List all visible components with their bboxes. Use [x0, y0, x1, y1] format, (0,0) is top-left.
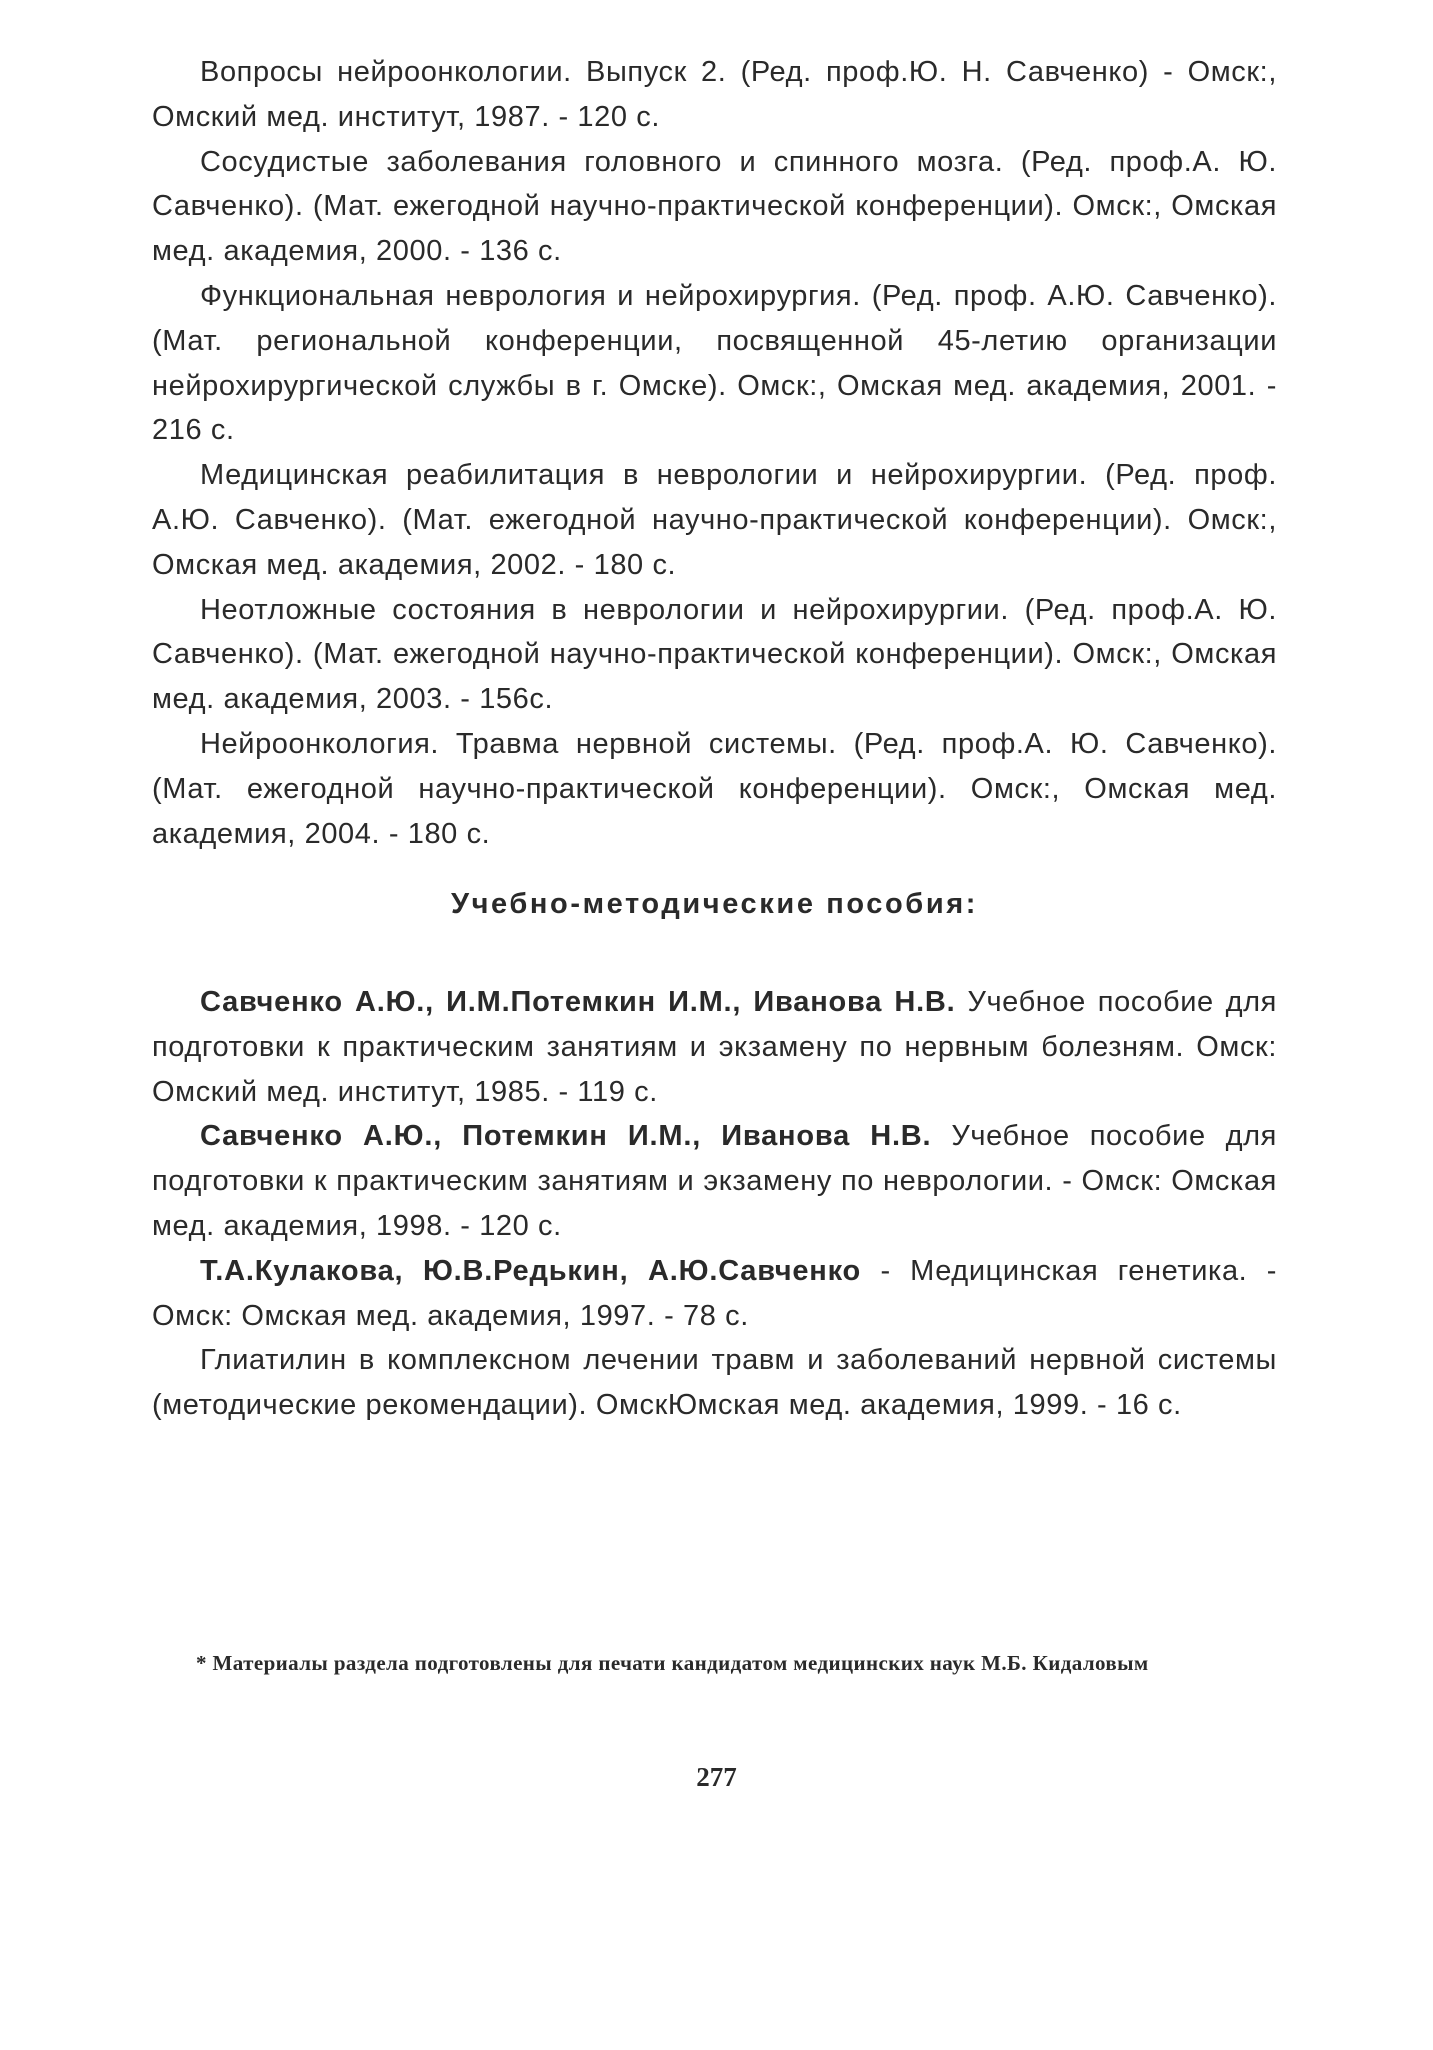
manuals-list — [152, 980, 1277, 1428]
manual-description: Учебное пособие для подготовки к практическим занятиям и экзамену по неврологии. - Омск: Омская мед. академия, 1998. - 120 с. — [152, 1120, 1277, 1242]
manual-authors: Савченко А.Ю., Потемкин И.М., Иванова Н.В. — [200, 1120, 932, 1153]
reference-list — [152, 50, 1277, 856]
manual-description: Учебное пособие для подготовки к практическим занятиям и экзамену по нервным болезням. Омск: Омский мед. институт, 1985. - 119 с. — [152, 986, 1277, 1108]
manual-entry — [152, 1249, 1277, 1339]
reference-entry: Вопросы нейроонкологии. Выпуск 2. (Ред. проф.Ю. Н. Савченко) - Омск:, Омский мед. институт, 1987. - 120 с. — [152, 56, 1277, 133]
manual-authors: Савченко А.Ю., И.М.Потемкин И.М., Иванова Н.В. — [200, 986, 956, 1018]
reference-entry: Нейроонкология. Травма нервной системы. (Ред. проф.А. Ю. Савченко). (Мат. ежегодной научно-практической конференции). Омск:, Омская мед. академия, 2004. - 180 с. — [152, 727, 1277, 850]
footnote: * Материалы раздела подготовлены для печати кандидатом медицинских наук М.Б. Кидаловым — [196, 1651, 1149, 1675]
section-heading: Учебно-методические пособия: — [450, 888, 979, 920]
reference-entry: Медицинская реабилитация в неврологии и нейрохирургии. (Ред. проф. А.Ю. Савченко). (Мат. ежегодной научно-практической конференции). Омск:, Омская мед. академия, 2002. - 180 с. — [152, 459, 1277, 581]
manual-entry — [152, 1338, 1277, 1428]
reference-entry: Функциональная неврология и нейрохирургия. (Ред. проф. А.Ю. Савченко). (Мат. региональной конференции, посвященной 45-летию организации нейрохирургической службы в г. Омске). Омск:, Омская мед. академия, 2001. - 216 с. — [152, 279, 1277, 447]
manual-authors: Т.А.Кулакова, Ю.В.Редькин, А.Ю.Савченко — [200, 1254, 862, 1287]
page-number: 277 — [696, 1762, 737, 1792]
reference-entry: Неотложные состояния в неврологии и нейрохирургии. (Ред. проф.А. Ю. Савченко). (Мат. ежегодной научно-практической конференции). Омск:, Омская мед. академия, 2003. - 156с. — [152, 593, 1277, 716]
manual-entry — [152, 980, 1277, 1114]
reference-entry: Сосудистые заболевания головного и спинного мозга. (Ред. проф.А. Ю. Савченко). (Мат. ежегодной научно-практической конференции). Омск:, Омская мед. академия, 2000. - 136 с. — [152, 145, 1277, 268]
manual-description: - Медицинская генетика. - Омск: Омская мед. академия, 1997. - 78 с. — [152, 1254, 1277, 1332]
manual-entry — [152, 1114, 1277, 1248]
manual-description: Глиатилин в комплексном лечении травм и заболеваний нервной системы (методические рекомендации). ОмскЮмская мед. академия, 1999. - 16 с. — [152, 1344, 1277, 1422]
